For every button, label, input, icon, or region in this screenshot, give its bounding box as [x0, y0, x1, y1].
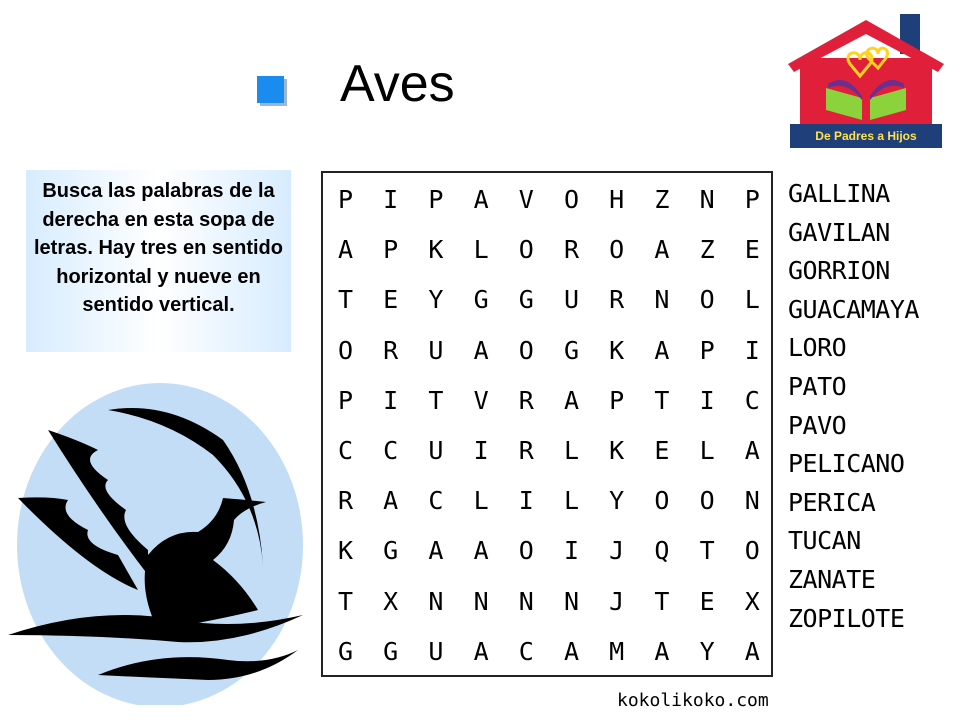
word-list-item: LORO [788, 333, 847, 363]
grid-letter: H [609, 185, 625, 214]
grid-letter: Y [428, 285, 444, 315]
grid-letter: O [518, 235, 534, 265]
grid-letter: E [654, 436, 670, 465]
word-list-item: PELICANO [788, 449, 905, 479]
grid-letter: O [337, 335, 354, 365]
grid-letter: X [744, 586, 760, 616]
word-search-grid [321, 171, 773, 677]
grid-letter: U [428, 436, 444, 465]
grid-letter: R [518, 385, 534, 415]
source-credit: kokolikoko.com [617, 690, 769, 711]
grid-letter: K [337, 536, 354, 566]
bird-illustration [8, 380, 308, 705]
grid-letter: P [699, 335, 715, 365]
grid-row [323, 426, 771, 476]
grid-letter: A [473, 185, 489, 214]
grid-letter: E [383, 285, 399, 315]
grid-letter: L [473, 235, 489, 265]
grid-letter: I [473, 436, 489, 465]
grid-letter: L [699, 436, 715, 465]
grid-letter: U [428, 636, 444, 666]
instructions-box: Busca las palabras de la derecha en esta sopa de letras. Hay tres en sentido horizontal y nueve en sentido vertical. [26, 170, 291, 352]
word-list-item: GALLINA [788, 179, 890, 208]
grid-letter: A [337, 235, 354, 265]
grid-letter: I [563, 536, 580, 566]
grid-letter: T [428, 385, 444, 415]
grid-letter: U [563, 285, 580, 315]
grid-row [323, 577, 771, 627]
word-list [788, 180, 919, 643]
grid-letter: G [383, 536, 399, 566]
grid-letter: P [383, 235, 399, 265]
grid-letter: G [383, 636, 399, 666]
grid-letter: T [337, 285, 354, 315]
grid-row [323, 175, 771, 225]
grid-row [323, 476, 771, 526]
word-list-item: TUCAN [788, 526, 861, 556]
grid-letter: A [744, 436, 760, 465]
grid-letter: C [337, 436, 354, 465]
grid-letter: M [609, 636, 625, 666]
grid-letter: L [473, 486, 489, 516]
word-list-item: GUACAMAYA [788, 294, 919, 324]
grid-letter: R [337, 486, 354, 516]
grid-letter: P [609, 385, 625, 415]
grid-letter: G [337, 636, 354, 666]
grid-letter: K [609, 436, 625, 465]
word-list-item: PATO [788, 371, 847, 401]
grid-letter: E [699, 586, 715, 616]
grid-letter: T [699, 536, 715, 566]
grid-letter: C [428, 486, 444, 516]
grid-letter: G [518, 285, 534, 315]
grid-letter: I [744, 335, 760, 365]
grid-letter: A [383, 486, 399, 516]
grid-letter: J [609, 536, 625, 566]
word-list-item: GORRION [788, 256, 890, 286]
grid-letter: R [383, 335, 399, 365]
grid-letter: Z [699, 235, 715, 265]
grid-letter: O [699, 486, 715, 516]
grid-letter: U [428, 335, 444, 365]
page-title: Aves [340, 55, 455, 113]
grid-letter: K [609, 335, 625, 365]
grid-letter: A [563, 636, 580, 666]
grid-row [323, 526, 771, 576]
grid-letter: P [337, 185, 354, 214]
grid-letter: X [383, 586, 399, 616]
word-list-item: GAVILAN [788, 217, 890, 247]
grid-letter: I [383, 385, 399, 415]
grid-letter: T [654, 586, 670, 616]
grid-letter: A [428, 536, 444, 566]
grid-row [323, 376, 771, 426]
grid-letter: R [518, 436, 534, 465]
word-list-item: ZOPILOTE [788, 603, 905, 633]
grid-letter: P [428, 185, 444, 214]
grid-letter: C [518, 636, 534, 666]
grid-letter: Y [699, 636, 715, 666]
grid-letter: K [428, 235, 444, 265]
grid-letter: N [428, 586, 444, 616]
logo-text: De Padres a Hijos [790, 124, 942, 148]
grid-letter: P [744, 185, 760, 214]
grid-letter: C [744, 385, 760, 415]
grid-letter: G [563, 335, 580, 365]
grid-letter: O [609, 235, 625, 265]
grid-letter: A [473, 335, 489, 365]
title-bullet [257, 76, 284, 103]
grid-letter: N [699, 185, 715, 214]
grid-letter: L [563, 486, 580, 516]
grid-letter: O [654, 486, 670, 516]
grid-letter: L [563, 436, 580, 465]
grid-row [323, 326, 771, 376]
word-list-item: ZANATE [788, 564, 876, 594]
grid-letter: R [563, 235, 580, 265]
grid-letter: T [654, 385, 670, 415]
grid-letter: O [518, 536, 534, 566]
grid-letter: J [609, 586, 625, 616]
grid-letter: O [699, 285, 715, 315]
grid-letter: Y [609, 486, 625, 516]
grid-letter: I [699, 385, 715, 415]
word-list-item: PERICA [788, 487, 876, 517]
grid-letter: T [337, 586, 354, 616]
grid-letter: A [744, 636, 760, 666]
grid-letter: N [563, 586, 580, 616]
grid-letter: A [563, 385, 580, 415]
grid-letter: V [473, 385, 489, 415]
grid-letter: A [473, 636, 489, 666]
grid-row [323, 275, 771, 325]
grid-letter: A [654, 636, 670, 666]
grid-letter: N [654, 285, 670, 315]
grid-row [323, 627, 771, 677]
grid-letter: Q [654, 536, 670, 566]
grid-letter: E [744, 235, 760, 265]
grid-letter: A [473, 536, 489, 566]
grid-letter: O [563, 185, 580, 214]
grid-letter: G [473, 285, 489, 315]
grid-letter: I [383, 185, 399, 214]
grid-letter: Z [654, 185, 670, 214]
grid-letter: P [337, 385, 354, 415]
grid-letter: O [744, 536, 760, 566]
grid-row [323, 225, 771, 275]
grid-letter: C [383, 436, 399, 465]
grid-letter: R [609, 285, 625, 315]
grid-letter: V [518, 185, 534, 214]
grid-letter: I [518, 486, 534, 516]
grid-letter: N [744, 486, 760, 516]
grid-letter: N [518, 586, 534, 616]
grid-letter: L [744, 285, 760, 315]
grid-letter: A [654, 235, 670, 265]
grid-letter: O [518, 335, 534, 365]
grid-letter: N [473, 586, 489, 616]
grid-letter: A [654, 335, 670, 365]
word-list-item: PAVO [788, 410, 847, 440]
